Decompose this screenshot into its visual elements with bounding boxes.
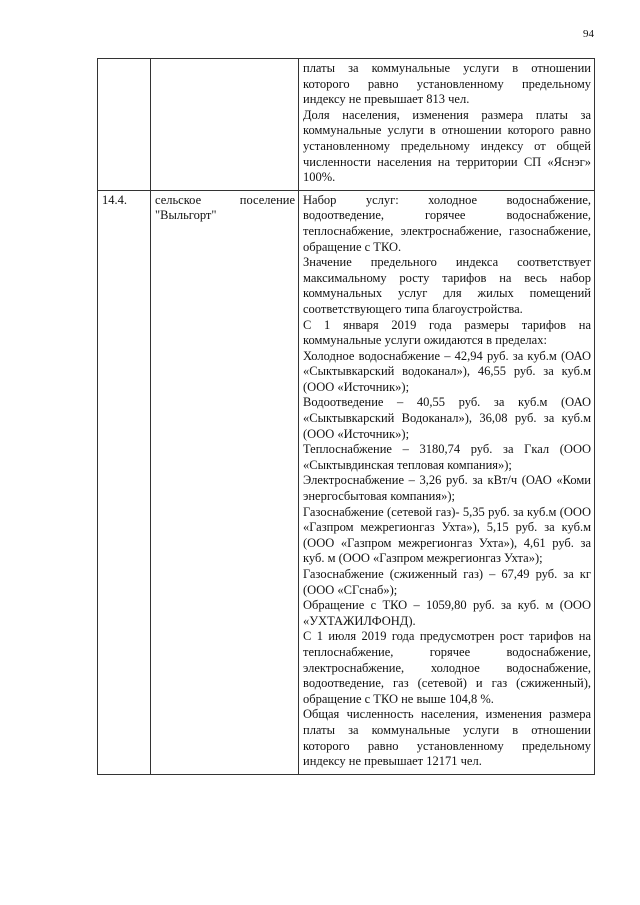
settlement-cell <box>151 59 299 191</box>
tariff-table <box>97 58 595 775</box>
paragraph: Общая численность населения, изменения размера платы за коммунальные услуги в отношении которого равно установленному предельному индексу не превышает 12171 чел. <box>303 707 591 769</box>
paragraph: Газоснабжение (сжиженный газ) – 67,49 руб. за кг (ООО «СГснаб»); <box>303 567 591 597</box>
table-row <box>98 59 595 191</box>
settlement-type: сельское поселение <box>155 192 295 207</box>
paragraph: Теплоснабжение – 3180,74 руб. за Гкал (ООО «Сыктывдинская тепловая компания»); <box>303 442 591 472</box>
settlement-cell <box>151 190 299 774</box>
description-cell <box>299 59 595 191</box>
paragraph: Электроснабжение – 3,26 руб. за кВт/ч (ОАО «Коми энергосбытовая компания»); <box>303 473 591 504</box>
row-number-cell: 14.4. <box>98 190 151 774</box>
paragraph: Набор услуг: холодное водоснабжение, водоотведение, горячее водоснабжение, теплоснабжение, электроснабжение, газоснабжение, обращение с ТКО. <box>303 192 591 254</box>
paragraph: платы за коммунальные услуги в отношении которого равно установленному предельному индексу не превышает 813 чел. <box>303 61 591 107</box>
paragraph: С 1 июля 2019 года предусмотрен рост тарифов на теплоснабжение, горячее водоснабжение, электроснабжение, холодное водоснабжение, водоотведение, газ (сетевой) и газ (сжиженный), обращение с ТКО не выше 104,8 %. <box>303 629 591 706</box>
paragraph: Водоотведение – 40,55 руб. за куб.м (ОАО «Сыктывкарский Водоканал»), 36,08 руб. за куб.м (ООО «Источник»); <box>303 395 591 441</box>
settlement-name: "Выльгорт" <box>155 208 217 223</box>
paragraph: С 1 января 2019 года размеры тарифов на коммунальные услуги ожидаются в пределах: <box>303 317 591 348</box>
row-number-cell <box>98 59 151 191</box>
table-row <box>98 190 595 774</box>
page-number: 94 <box>583 28 594 40</box>
paragraph: Обращение с ТКО – 1059,80 руб. за куб. м (ООО «УХТАЖИЛФОНД). <box>303 598 591 628</box>
description-cell <box>299 190 595 774</box>
paragraph: Холодное водоснабжение – 42,94 руб. за куб.м (ОАО «Сыктывкарский водоканал»), 46,55 руб. за куб.м (ООО «Источник»); <box>303 348 591 394</box>
paragraph: Доля населения, изменения размера платы за коммунальные услуги в отношении которого равно установленному предельному индексу от общей численности населения на территории СП «Яснэг» 100%. <box>303 107 591 185</box>
paragraph: Значение предельного индекса соответствует максимальному росту тарифов на весь набор коммунальных услуг для жилых помещений соответствующего типа благоустройства. <box>303 255 591 316</box>
paragraph: Газоснабжение (сетевой газ)- 5,35 руб. за куб.м (ООО «Газпром межрегионгаз Ухта»), 5,15 руб. за куб.м (ООО «Газпром межрегионгаз Ухта»), 4,61 руб. за куб. м (ООО «Газпром межрегионгаз Ухта»); <box>303 504 591 566</box>
